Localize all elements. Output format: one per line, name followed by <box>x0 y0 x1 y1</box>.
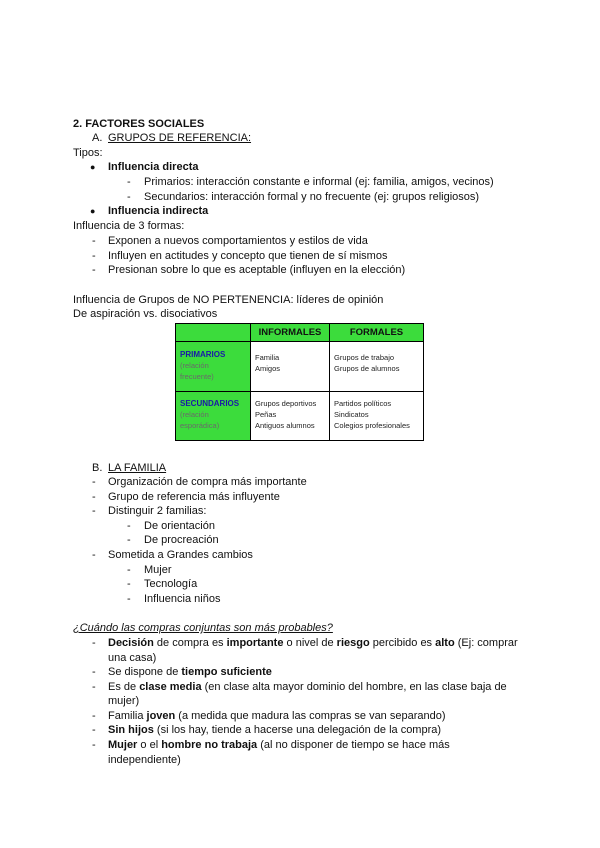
cambio-item: Tecnología <box>144 578 198 590</box>
row-header-primarios <box>176 342 251 392</box>
table-cell <box>330 342 424 392</box>
tipos-label: Tipos: <box>73 147 103 159</box>
dash-icon: - <box>127 593 131 605</box>
section-title: 2. FACTORES SOCIALES <box>73 118 205 130</box>
familia-item: Organización de compra más importante <box>108 476 307 488</box>
cell-item: Partidos políticos <box>334 399 392 408</box>
dash-icon: - <box>127 191 131 203</box>
formas-intro: Influencia de 3 formas: <box>73 220 185 232</box>
familia-type: De procreación <box>144 534 219 546</box>
forma-item: Exponen a nuevos comportamientos y estilos de vida <box>108 235 368 247</box>
cell-item: Antiguos alumnos <box>255 421 315 430</box>
cell-item: Colegios profesionales <box>334 421 410 430</box>
dash-icon: - <box>92 739 96 751</box>
aspiracion-text: De aspiración vs. disociativos <box>73 308 218 320</box>
dash-icon: - <box>92 505 96 517</box>
row-title: SECUNDARIOS <box>180 399 240 408</box>
dash-icon: - <box>92 491 96 503</box>
dash-icon: - <box>92 666 96 678</box>
table-cell <box>251 392 330 441</box>
conjunta-item-4: Familia joven (a medida que madura las compras se van separando) <box>108 710 446 722</box>
conjunta-item-1: Decisión de compra es importante o nivel de riesgo percibido es alto (Ej: comprar <box>108 637 518 649</box>
row-subtitle: esporádica) <box>180 421 220 430</box>
cell-item: Grupos de trabajo <box>334 353 395 362</box>
conjunta-item-1-cont: una casa) <box>108 652 157 664</box>
dash-icon: - <box>127 520 131 532</box>
conjunta-item-3: Es de clase media (en clase alta mayor dominio del hombre, en las clase baja de <box>108 681 507 693</box>
dash-icon: - <box>127 578 131 590</box>
influencia-directa: Influencia directa <box>108 161 199 173</box>
bullet-icon: ● <box>90 206 96 216</box>
familia-type: De orientación <box>144 520 215 532</box>
col-header-formales: FORMALES <box>330 324 424 342</box>
row-subtitle: (relación <box>180 410 209 419</box>
dash-icon: - <box>92 637 96 649</box>
table-corner-cell <box>176 324 251 342</box>
cell-item: Sindicatos <box>334 410 369 419</box>
dash-icon: - <box>127 534 131 546</box>
conjunta-item-6-cont: independiente) <box>108 754 181 766</box>
conjunta-item-2: Se dispone de tiempo suficiente <box>108 666 272 678</box>
forma-item: Influyen en actitudes y concepto que tienen de sí mismos <box>108 250 388 262</box>
cell-item: Amigos <box>255 364 281 373</box>
cambio-item: Influencia niños <box>144 593 221 605</box>
cell-item: Peñas <box>255 410 277 419</box>
cell-item: Familia <box>255 353 280 362</box>
conjunta-item-3-cont: mujer) <box>108 695 140 707</box>
table-cell <box>330 392 424 441</box>
familia-item: Grupo de referencia más influyente <box>108 491 280 503</box>
influencia-indirecta: Influencia indirecta <box>108 205 209 217</box>
no-pertenencia-text: Influencia de Grupos de NO PERTENENCIA: líderes de opinión <box>73 294 384 306</box>
cell-item: Grupos deportivos <box>255 399 317 408</box>
dash-icon: - <box>127 564 131 576</box>
row-title: PRIMARIOS <box>180 350 226 359</box>
list-letter-b: B. <box>92 462 103 474</box>
dash-icon: - <box>92 724 96 736</box>
cambio-item: Mujer <box>144 564 172 576</box>
cambios-label: Sometida a Grandes cambios <box>108 549 253 561</box>
row-header-secundarios <box>176 392 251 441</box>
col-header-informales: INFORMALES <box>251 324 330 342</box>
reference-groups-table <box>175 323 424 441</box>
dash-icon: - <box>92 235 96 247</box>
dash-icon: - <box>92 476 96 488</box>
secundarios-text: Secundarios: interacción formal y no frecuente (ej: grupos religiosos) <box>144 191 480 203</box>
bullet-icon: ● <box>90 162 96 172</box>
subsection-title-familia: LA FAMILIA <box>108 462 167 474</box>
list-letter-a: A. <box>92 132 103 144</box>
forma-item: Presionan sobre lo que es aceptable (influyen en la elección) <box>108 264 406 276</box>
table-cell <box>251 342 330 392</box>
dash-icon: - <box>92 681 96 693</box>
primarios-text: Primarios: interacción constante e informal (ej: familia, amigos, vecinos) <box>144 176 494 188</box>
dash-icon: - <box>92 264 96 276</box>
dash-icon: - <box>92 710 96 722</box>
familia-item: Distinguir 2 familias: <box>108 505 207 517</box>
conjunta-item-6: Mujer o el hombre no trabaja (al no disponer de tiempo se hace más <box>108 739 450 751</box>
subsection-title-grupos: GRUPOS DE REFERENCIA: <box>108 132 252 144</box>
dash-icon: - <box>127 176 131 188</box>
dash-icon: - <box>92 250 96 262</box>
row-subtitle: (relación <box>180 361 209 370</box>
conjunta-item-5: Sin hijos (si los hay, tiende a hacerse una delegación de la compra) <box>108 724 442 736</box>
cell-item: Grupos de alumnos <box>334 364 400 373</box>
conjuntas-question: ¿Cuándo las compras conjuntas son más probables? <box>73 622 333 634</box>
row-subtitle: frecuente) <box>180 372 214 381</box>
dash-icon: - <box>92 549 96 561</box>
